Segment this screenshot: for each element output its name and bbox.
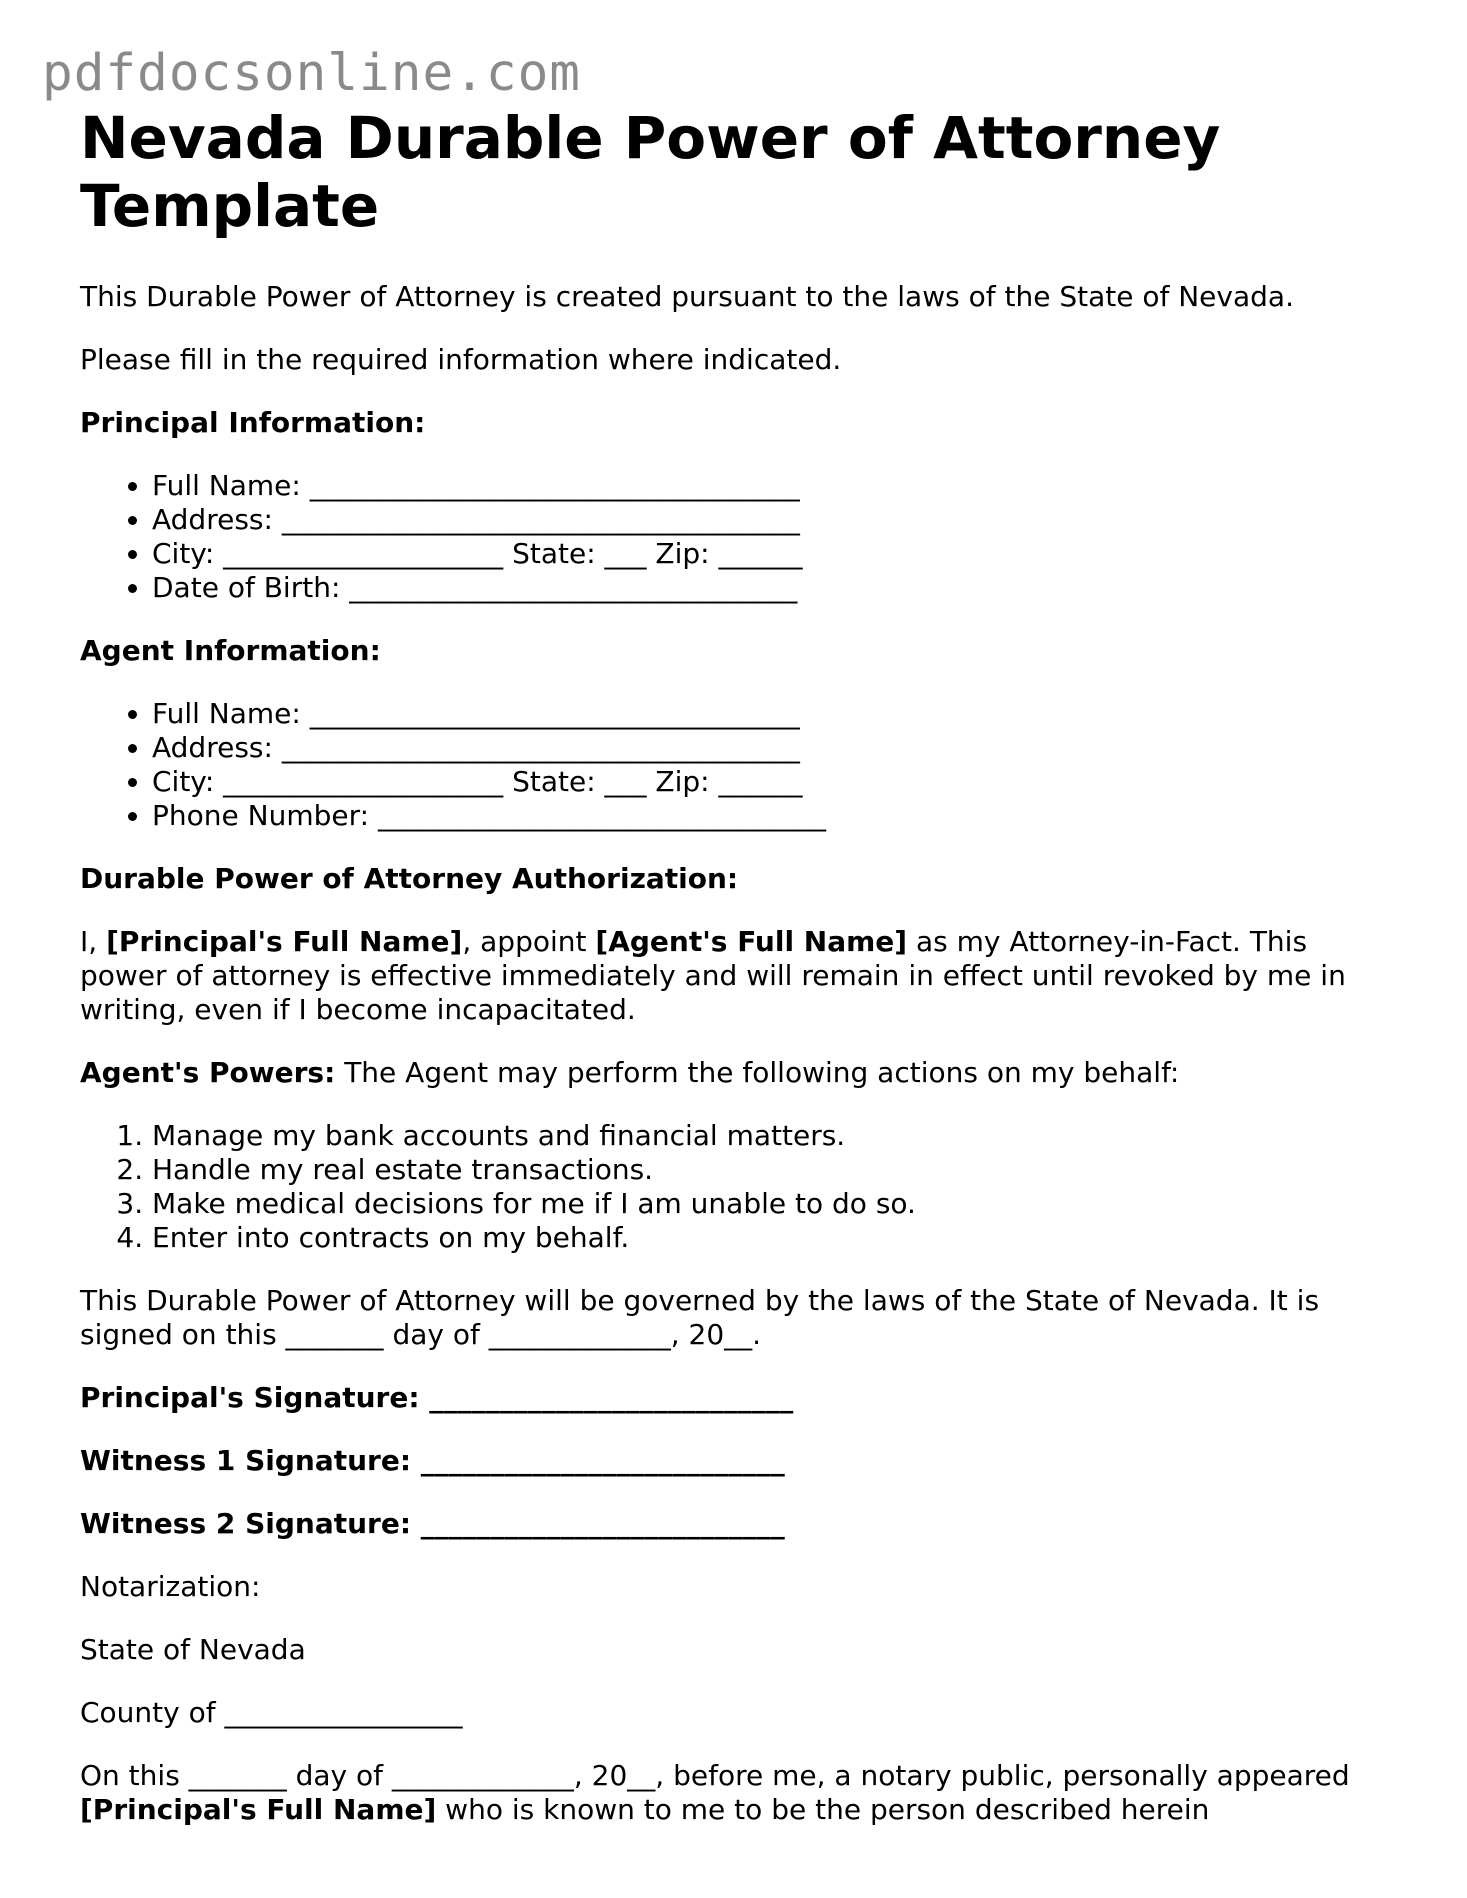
document-title: Nevada Durable Power of Attorney Template [80,104,1221,240]
principal-address-field[interactable]: • Address: _____________________________________ [152,503,1390,537]
authorization-heading: Durable Power of Attorney Authorization: [80,862,739,895]
agent-address-field[interactable]: • Address: _____________________________________ [152,731,1390,765]
agent-heading: Agent Information: [80,634,381,667]
principal-dob-field[interactable]: • Date of Birth: ________________________________ [152,571,1390,605]
powers-paragraph [80,1056,1390,1090]
notary-paragraph [80,1759,1390,1827]
power-item: 2. Handle my real estate transactions. [152,1153,1390,1187]
witness2-signature-line[interactable]: Witness 2 Signature: __________________________ [80,1507,785,1540]
authorization-text-end: as my Attorney-in-Fact. This power of attorney is effective immediately and will remain in effect until revoked by me in writing, even if I become incapacitated. [80,925,1346,1026]
agent-phone-field[interactable]: • Phone Number: ________________________________ [152,799,1390,833]
authorization-text-mid: , appoint [462,925,596,958]
principal-signature-line[interactable]: Principal's Signature: __________________________ [80,1381,794,1414]
authorization-paragraph [80,925,1390,1027]
governing-law-paragraph: This Durable Power of Attorney will be governed by the laws of the State of Nevada. It is signed on this _______ day of _____________, 20__. [80,1284,1320,1351]
power-item: 3. Make medical decisions for me if I am unable to do so. [152,1187,1390,1221]
intro-paragraph: This Durable Power of Attorney is created pursuant to the laws of the State of Nevada. [80,280,1294,313]
powers-list [80,1119,1390,1255]
notary-principal-placeholder: [Principal's Full Name] [80,1793,437,1826]
principal-full-name-field[interactable]: • Full Name: ___________________________________ [152,469,1390,503]
witness1-signature-line[interactable]: Witness 1 Signature: __________________________ [80,1444,785,1477]
power-item: 4. Enter into contracts on my behalf. [152,1221,1390,1255]
notary-state: State of Nevada [80,1633,306,1666]
document-body [80,104,1390,1856]
agent-full-name-field[interactable]: • Full Name: ___________________________________ [152,697,1390,731]
notary-text-end: who is known to me to be the person described herein [436,1793,1210,1826]
powers-label: Agent's Powers: [80,1056,336,1089]
principal-name-placeholder: [Principal's Full Name] [106,925,463,958]
agent-name-placeholder: [Agent's Full Name] [595,925,908,958]
notarization-heading: Notarization: [80,1570,261,1603]
agent-city-state-zip-field[interactable]: • City: ____________________ State: ___ Zip: ______ [152,765,1390,799]
watermark: pdfdocsonline.com [42,44,581,103]
authorization-text-start: I, [80,925,107,958]
powers-text: The Agent may perform the following actions on my behalf: [335,1056,1180,1089]
power-item: 1. Manage my bank accounts and financial matters. [152,1119,1390,1153]
principal-heading: Principal Information: [80,406,426,439]
principal-fields-list [80,469,1390,605]
notary-text-start: On this _______ day of _____________, 20__, before me, a notary public, personally appeared [80,1759,1350,1792]
instruction-paragraph: Please fill in the required information where indicated. [80,343,842,376]
notary-county-field[interactable]: County of _________________ [80,1696,463,1729]
agent-fields-list [80,697,1390,833]
principal-city-state-zip-field[interactable]: • City: ____________________ State: ___ Zip: ______ [152,537,1390,571]
